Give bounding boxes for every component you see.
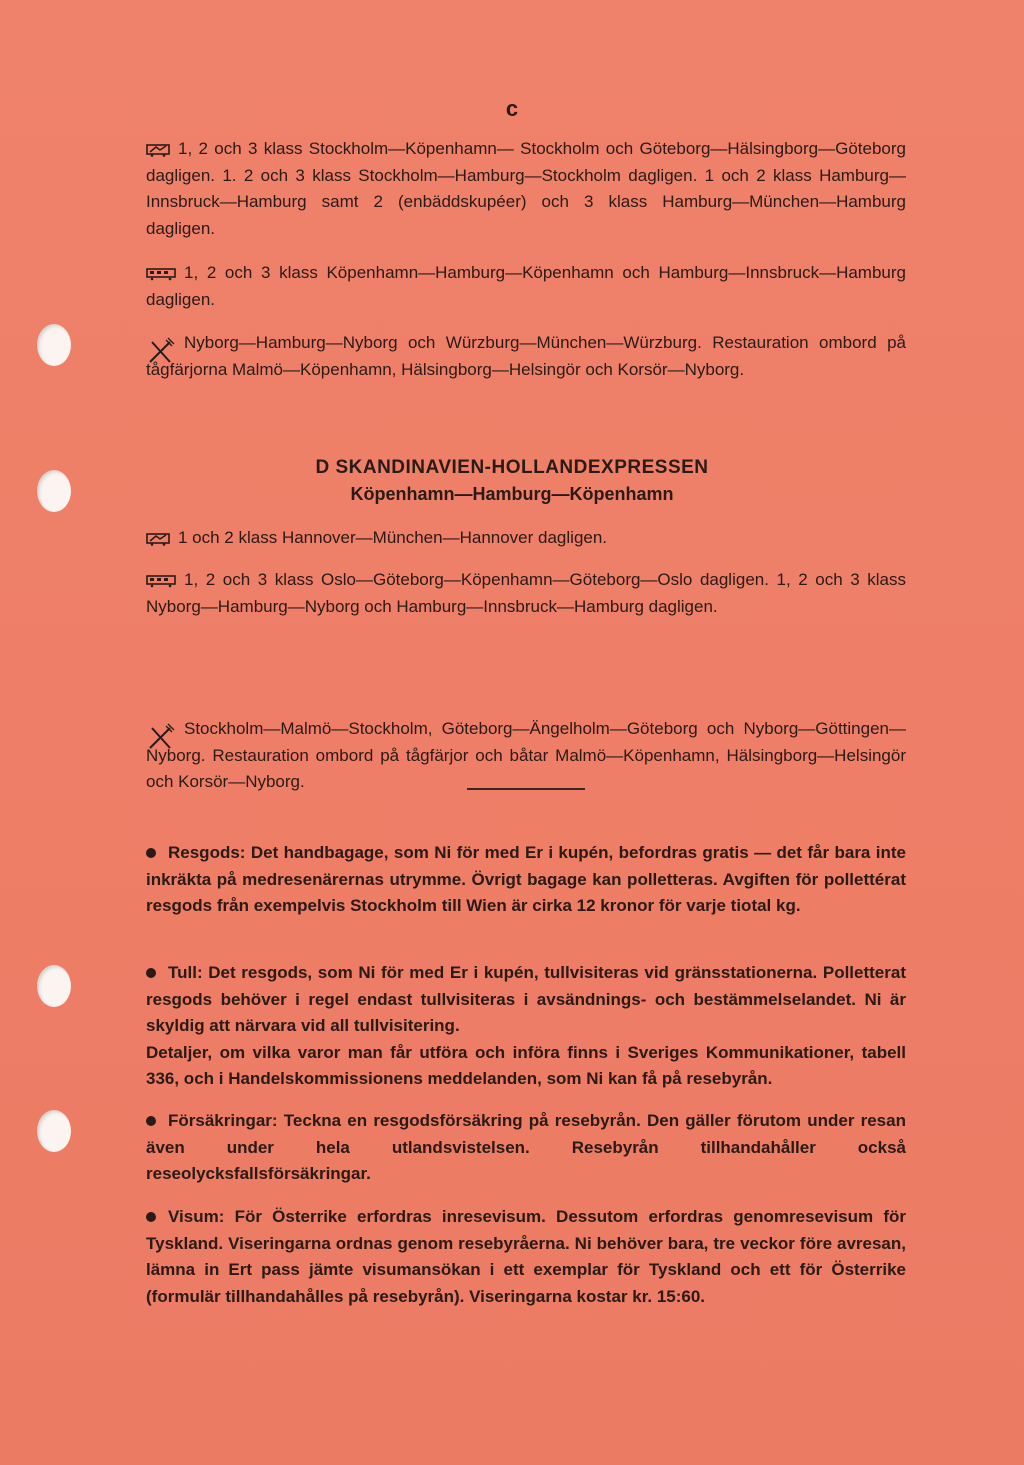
section-d-title: D SKANDINAVIEN-HOLLANDEXPRESSEN (315, 457, 709, 478)
note-label: Resgods: (168, 843, 246, 862)
section-d-subtitle: Köpenhamn—Hamburg—Köpenhamn (350, 484, 674, 504)
punch-hole (37, 965, 71, 1007)
section-letter: c (505, 96, 519, 121)
bullet-icon (146, 1116, 156, 1126)
sleeping-car-icon (146, 143, 170, 157)
couchette-car-icon (146, 574, 176, 588)
couchette-car-icon (146, 267, 176, 281)
sleeper-text: 1 och 2 klass Hannover—München—Hannover dagligen. (178, 528, 608, 547)
sleeper-text: 1, 2 och 3 klass Stockholm—Köpenhamn— Stockholm och Göteborg—Hälsingborg—Göteborg dagligen. 1. 2 och 3 klass Stockholm—Hamburg—Stockholm dagligen. 1 och 2 klass Hamburg—Innsbruck—Hamburg samt 2 (enbäddskupéer) och 3 klass Hamburg—München—Hamburg dagligen. (146, 139, 906, 238)
dining-fork-knife-icon (146, 722, 176, 757)
note-text: Det handbagage, som Ni för med Er i kupén, befordras gratis — det får bara inte inkräkta på medresenärernas utrymme. Övrigt bagage kan polletteras. Avgiften för pollettérat resgods från exempelvis Stockholm till Wien är cirka 12 kronor för varje tiotal kg. (146, 843, 906, 915)
section-d-dining (146, 716, 906, 796)
bullet-icon (146, 968, 156, 978)
note-text: Det resgods, som Ni för med Er i kupén, tullvisiteras vid gränsstationerna. Polletterat resgods behöver i regel endast tullvisiteras i avsändnings- och bestämmelselandet. Ni är skyldig att närvara vid all tullvisitering. (146, 963, 906, 1035)
note-text: För Österrike erfordras inresevisum. Dessutom erfordras genomresevisum för Tyskland. Viseringarna ordnas genom resebyråerna. Ni behöver bara, tre veckor före avresan, lämna in Ert pass jämte visumansökan i ett exemplar för Tyskland och ett för Österrike (formulär tillhandahålles på resebyrån). Viseringarna kostar kr. 15:60. (146, 1207, 906, 1306)
section-c-coach (146, 260, 906, 313)
section-d-coach (146, 567, 906, 620)
sleeping-car-icon (146, 532, 170, 546)
section-d-sleeper (146, 525, 906, 552)
section-c-dining (146, 330, 906, 383)
dining-text: Stockholm—Malmö—Stockholm, Göteborg—Ängelholm—Göteborg och Nyborg—Göttingen—Nyborg. Restauration ombord på tågfärjor och båtar Malmö—Köpenhamn, Hälsingborg—Helsingör och Korsör—Nyborg. (146, 719, 906, 791)
punch-hole (37, 324, 71, 366)
note-label: Visum: (168, 1207, 225, 1226)
note-tull (146, 960, 906, 1093)
note-visum (146, 1204, 906, 1310)
coach-text: 1, 2 och 3 klass Köpenhamn—Hamburg—Köpenhamn och Hamburg—Innsbruck—Hamburg dagligen. (146, 263, 906, 309)
coach-text: 1, 2 och 3 klass Oslo—Göteborg—Köpenhamn—Göteborg—Oslo dagligen. 1, 2 och 3 klass Nyborg—Hamburg—Nyborg och Hamburg—Innsbruck—Hamburg dagligen. (146, 570, 906, 616)
bullet-icon (146, 848, 156, 858)
section-c-sleeper (146, 136, 906, 242)
dining-text: Nyborg—Hamburg—Nyborg och Würzburg—München—Würzburg. Restauration ombord på tågfärjorna Malmö—Köpenhamn, Hälsingborg—Helsingör och Korsör—Nyborg. (146, 333, 906, 379)
bullet-icon (146, 1212, 156, 1222)
note-forsakringar (146, 1108, 906, 1188)
note-resgods (146, 840, 906, 920)
note-text: Teckna en resgodsförsäkring på resebyrån. Den gäller förutom under resan även under hela utlandsvistelsen. Resebyrån tillhandahåller också reseolycksfallsförsäkringar. (146, 1111, 906, 1183)
note-text-continued: Detaljer, om vilka varor man får utföra och införa finns i Sveriges Kommunikationer, tabell 336, och i Handelskommissionens meddelanden, som Ni kan få på resebyrån. (146, 1042, 906, 1088)
divider (467, 788, 585, 790)
punch-hole (37, 1110, 71, 1152)
note-label: Försäkringar: (168, 1111, 278, 1130)
note-label: Tull: (168, 963, 203, 982)
dining-fork-knife-icon (146, 336, 176, 371)
